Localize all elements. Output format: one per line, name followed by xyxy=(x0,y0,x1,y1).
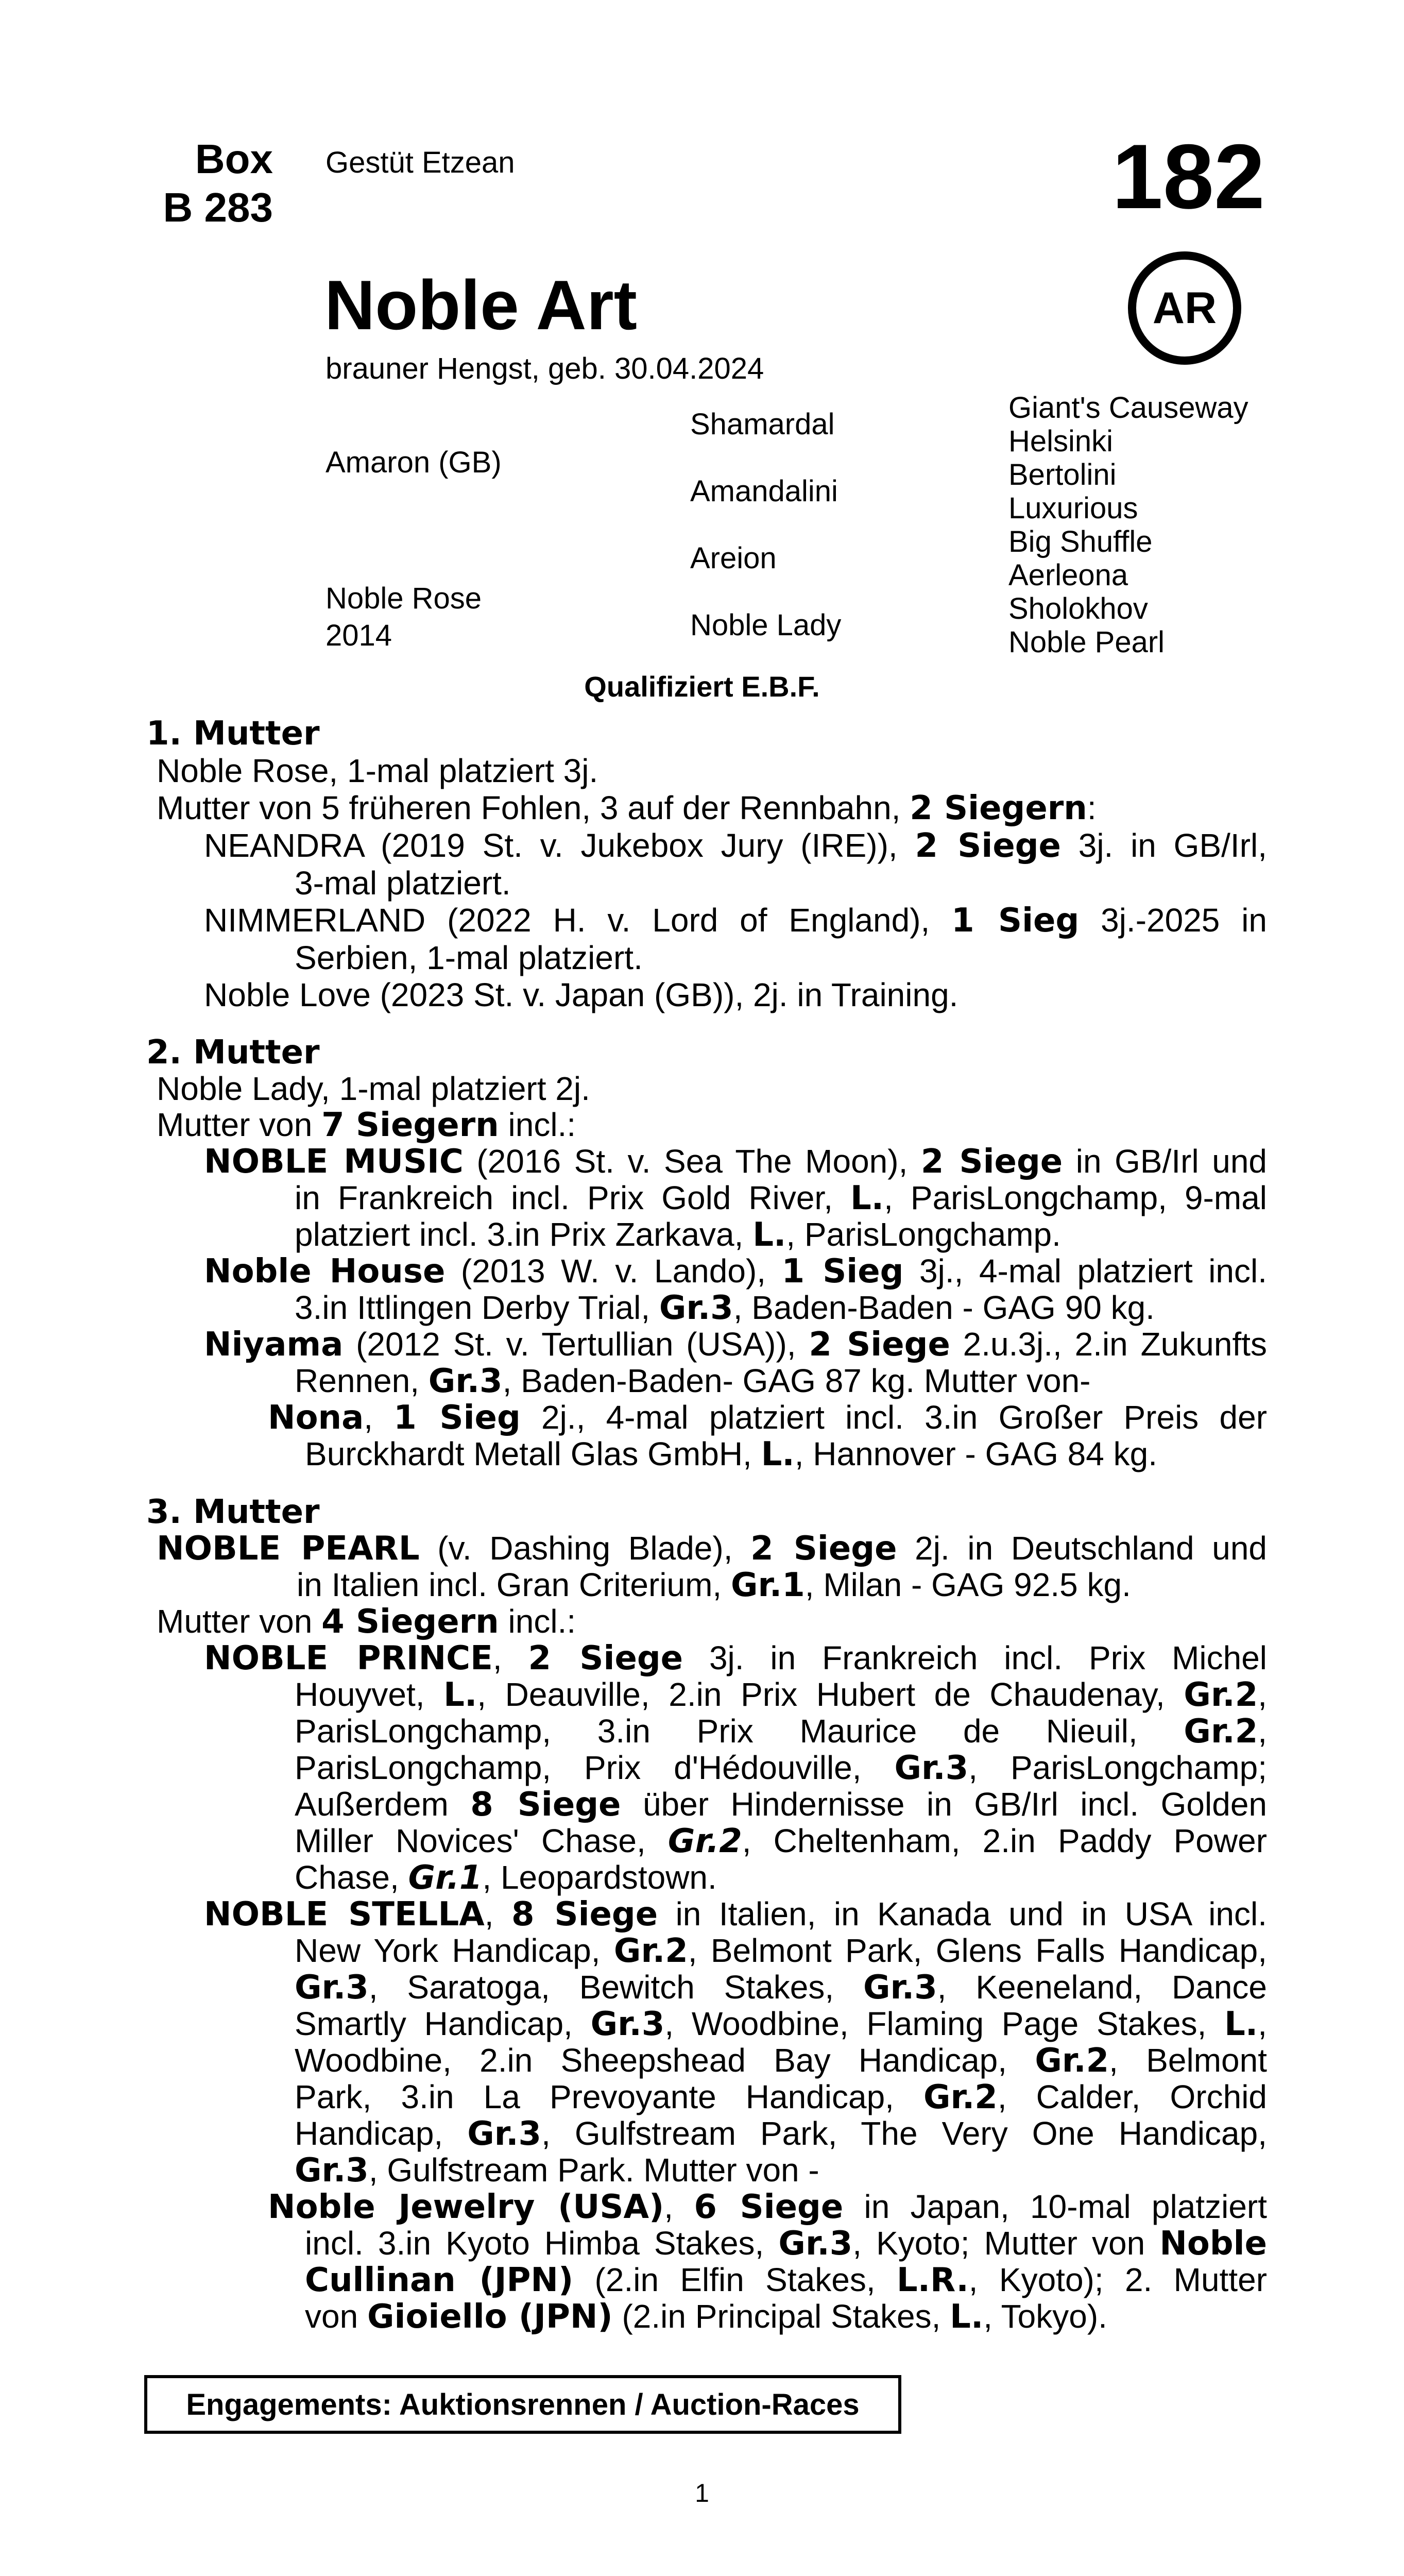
pedigree-ggp: Big Shuffle xyxy=(1008,525,1153,558)
pedigree-ggp: Luxurious xyxy=(1008,492,1138,525)
section-heading: 1. Mutter xyxy=(146,715,320,753)
pedigree-dam: Noble Rose xyxy=(326,582,482,615)
progeny-entry: Nona, 1 Sieg 2j., 4-mal platziert incl. 3.in Großer Preis der Burckhardt Metall Glas GmbH, L., Hannover - GAG 84 kg. xyxy=(268,1399,1268,1473)
pedigree-sire-dam: Amandalini xyxy=(690,474,838,508)
page-number: 1 xyxy=(695,2479,709,2507)
pedigree-ggp: Giant's Causeway xyxy=(1008,391,1248,425)
section-third-dam xyxy=(146,1494,1267,2335)
box-label-text: Box xyxy=(195,136,273,182)
pedigree-sire: Amaron (GB) xyxy=(326,446,502,479)
pedigree-dam-dam: Noble Lady xyxy=(690,608,842,642)
pedigree-ggp: Aerleona xyxy=(1008,558,1128,592)
progeny-entry: NOBLE PRINCE, 2 Siege 3j. in Frankreich incl. Prix Michel Houyvet, L., Deauville, 2.in Prix Hubert de Chaudenay, Gr.2, ParisLongchamp, 3.in Prix Maurice de Nieuil, Gr.2, ParisLongchamp, Prix d'Hédouville, Gr.3, ParisLongchamp; Außerdem 8 Siege über Hindernisse in GB/Irl incl. Golden Miller Novices' Chase, Gr.2, Cheltenham, 2.in Paddy Power Chase, Gr.1, Leopardstown. xyxy=(204,1639,1268,1897)
winners-line: Mutter von 4 Siegern incl.: xyxy=(157,1603,576,1641)
foals-line: Mutter von 5 früheren Fohlen, 3 auf der Rennbahn, 2 Siegern: xyxy=(157,789,1097,827)
section-second-dam xyxy=(146,1035,1267,1472)
dam-line: Noble Lady, 1-mal platziert 2j. xyxy=(157,1070,590,1107)
winners-line: Mutter von 7 Siegern incl.: xyxy=(157,1106,576,1144)
progeny-entry: NOBLE STELLA, 8 Siege in Italien, in Kanada und in USA incl. New York Handicap, Gr.2, Belmont Park, Glens Falls Handicap, Gr.3, Saratoga, Bewitch Stakes, Gr.3, Keeneland, Dance Smartly Handicap, Gr.3, Woodbine, Flaming Page Stakes, L., Woodbine, 2.in Sheepshead Bay Handicap, Gr.2, Belmont Park, 3.in La Prevoyante Handicap, Gr.2, Calder, Orchid Handicap, Gr.3, Gulfstream Park, The Very One Handicap, Gr.3, Gulfstream Park. Mutter von - xyxy=(204,1895,1268,2190)
engagements-box: Engagements: Auktionsrennen / Auction-Races xyxy=(144,2375,901,2434)
pedigree-ggp: Sholokhov xyxy=(1008,592,1148,625)
pedigree-ggp: Helsinki xyxy=(1008,425,1114,458)
pedigree-ggp: Bertolini xyxy=(1008,458,1117,492)
pedigree-ggp: Noble Pearl xyxy=(1008,625,1165,659)
progeny-entry: Niyama (2012 St. v. Tertullian (USA)), 2 Siege 2.u.3j., 2.in Zukunfts Rennen, Gr.3, Baden-Baden- GAG 87 kg. Mutter von- xyxy=(204,1326,1268,1400)
breeder: Gestüt Etzean xyxy=(326,146,515,179)
pedigree-sire-sire: Shamardal xyxy=(690,408,835,441)
pedigree-dam-sire: Areion xyxy=(690,541,777,575)
horse-description: brauner Hengst, geb. 30.04.2024 xyxy=(326,352,764,385)
lot-number: 182 xyxy=(1112,125,1265,228)
dam-line: Noble Rose, 1-mal platziert 3j. xyxy=(157,752,598,789)
progeny-entry: NEANDRA (2019 St. v. Jukebox Jury (IRE)), 2 Siege 3j. in GB/Irl, 3-mal platziert. xyxy=(204,827,1268,902)
horse-name: Noble Art xyxy=(324,266,637,344)
third-dam-entry: NOBLE PEARL (v. Dashing Blade), 2 Siege 2j. in Deutschland und in Italien incl. Gran Criterium, Gr.1, Milan - GAG 92.5 kg. xyxy=(157,1530,1268,1604)
ar-badge: AR xyxy=(1128,251,1241,365)
box-label xyxy=(149,135,273,231)
pedigree-dam-year: 2014 xyxy=(326,619,392,652)
section-heading: 2. Mutter xyxy=(146,1033,320,1072)
progeny-entry: NOBLE MUSIC (2016 St. v. Sea The Moon), 2 Siege in GB/Irl und in Frankreich incl. Prix Gold River, L., ParisLongchamp, 9-mal platziert incl. 3.in Prix Zarkava, L., ParisLongchamp. xyxy=(204,1143,1268,1254)
box-number: B 283 xyxy=(163,184,273,230)
section-first-dam xyxy=(146,715,1267,1013)
progeny-entry: Noble Love (2023 St. v. Japan (GB)), 2j. in Training. xyxy=(204,976,958,1013)
qualification-note: Qualifiziert E.B.F. xyxy=(584,670,820,703)
progeny-entry: NIMMERLAND (2022 H. v. Lord of England), 1 Sieg 3j.-2025 in Serbien, 1-mal platziert. xyxy=(204,902,1268,976)
progeny-entry: Noble House (2013 W. v. Lando), 1 Sieg 3j., 4-mal platziert incl. 3.in Ittlingen Derby Trial, Gr.3, Baden-Baden - GAG 90 kg. xyxy=(204,1252,1267,1327)
progeny-entry: Noble Jewelry (USA), 6 Siege in Japan, 10-mal platziert incl. 3.in Kyoto Himba Stakes, Gr.3, Kyoto; Mutter von Noble Cullinan (JPN) (2.in Elfin Stakes, L.R., Kyoto); 2. Mutter von Gioiello (JPN) (2.in Principal Stakes, L., Tokyo). xyxy=(268,2188,1268,2336)
section-heading: 3. Mutter xyxy=(146,1493,320,1531)
